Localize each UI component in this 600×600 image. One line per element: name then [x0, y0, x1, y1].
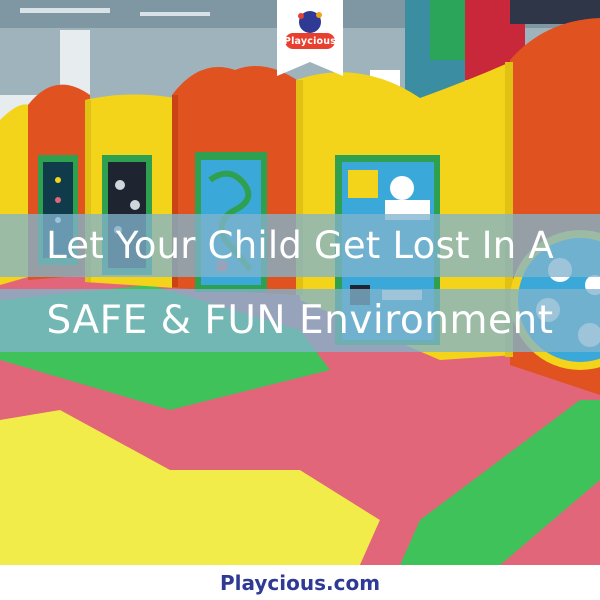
- banner-line-2-text: SAFE & FUN Environment: [46, 298, 554, 343]
- ceiling-light: [20, 8, 110, 13]
- banner-line-1: [0, 214, 600, 277]
- logo-wordmark: Playcious: [283, 36, 337, 47]
- banner-line-2: [0, 289, 600, 352]
- footer: [0, 565, 600, 600]
- website-link[interactable]: Playcious.com: [219, 570, 381, 595]
- banner-line-1-text: Let Your Child Get Lost In A: [46, 224, 554, 267]
- ceiling-light: [140, 12, 210, 16]
